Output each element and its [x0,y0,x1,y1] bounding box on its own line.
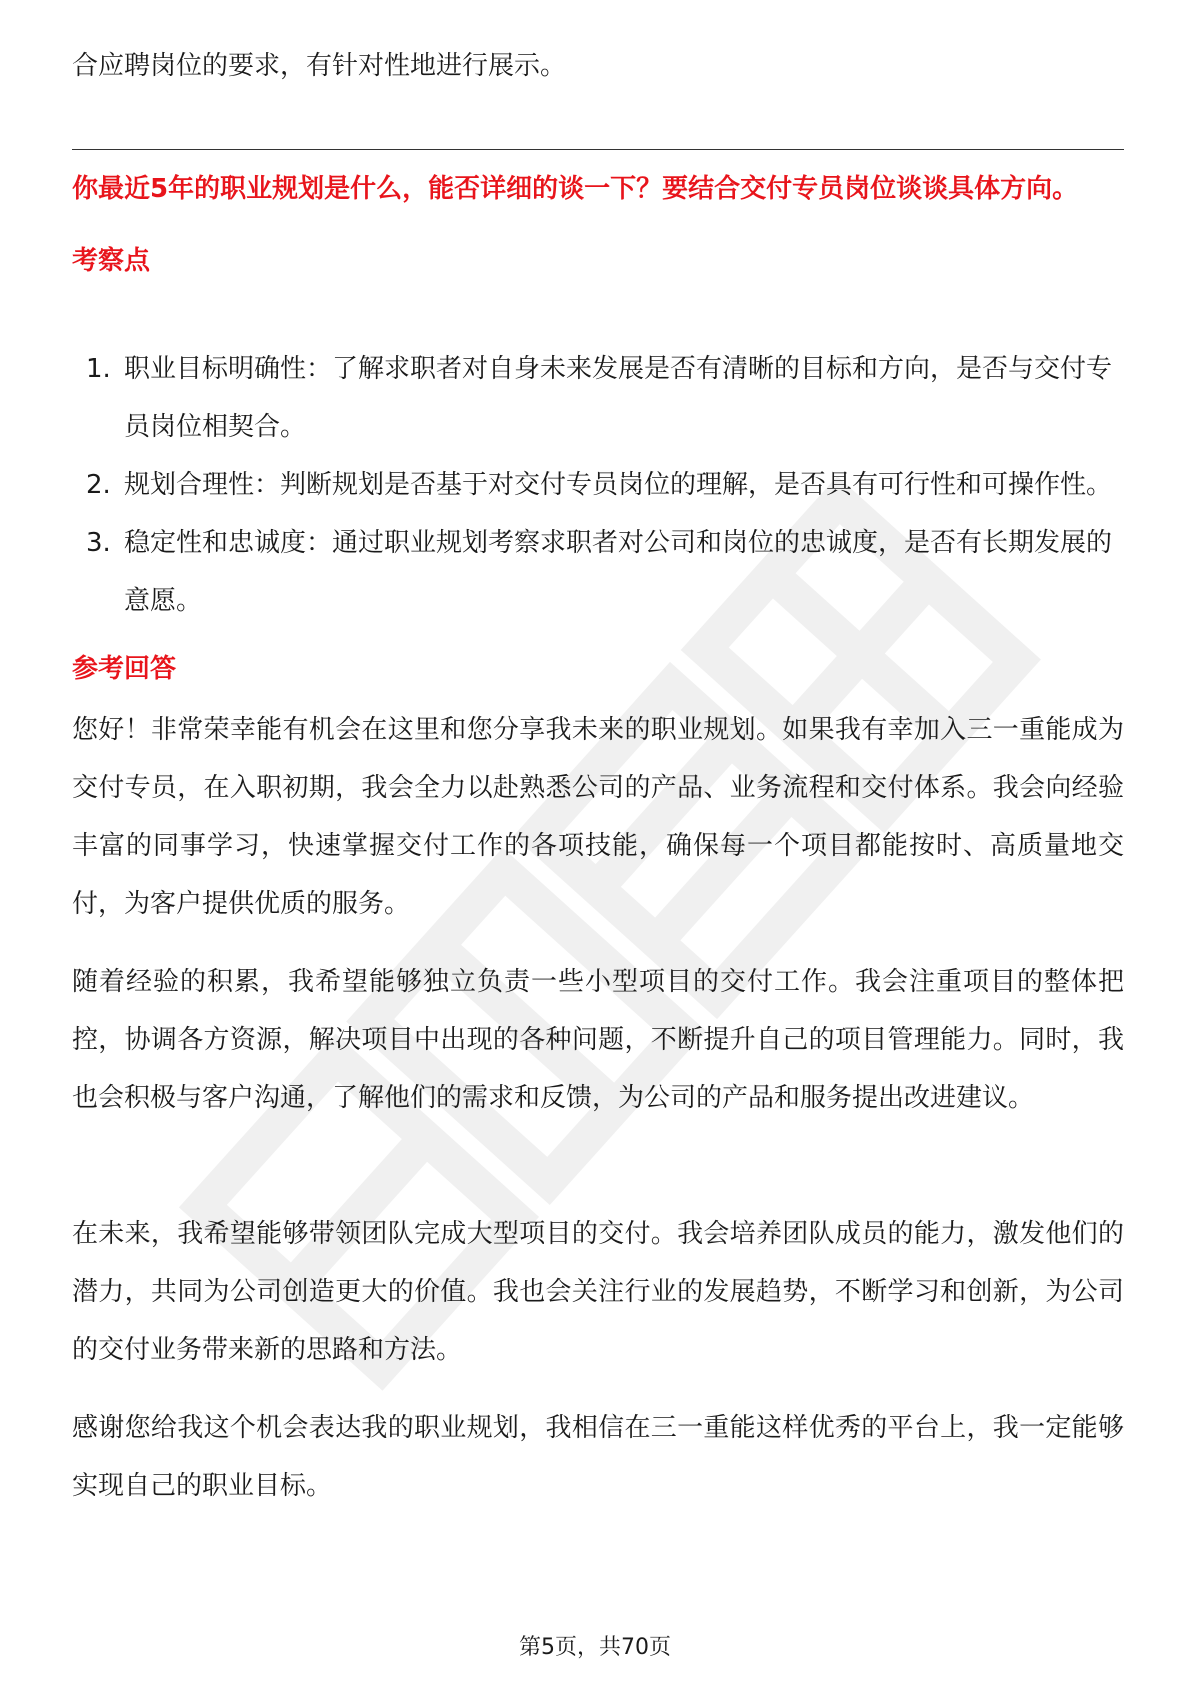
reference-answer-title: 参考回答 [72,654,177,684]
answer-paragraph: 您好！非常荣幸能有机会在这里和您分享我未来的职业规划。如果我有幸加入三一重能成为交付专员，在入职初期，我会全力以赴熟悉公司的产品、业务流程和交付体系。我会向经验丰富的同事学习，快速掌握交付工作的各项技能，确保每一个项目都能按时、高质量地交付，为客户提供优质的服务。 [72,715,1124,919]
list-item [72,514,1124,630]
continued-text-line: 合应聘岗位的要求，有针对性地进行展示。 [72,51,567,81]
assessment-list [72,340,1124,630]
list-item [72,340,1124,456]
answer-paragraph: 感谢您给我这个机会表达我的职业规划，我相信在三一重能这样优秀的平台上，我一定能够实现自己的职业目标。 [72,1413,1124,1501]
list-item [72,456,1124,514]
assessment-title: 考察点 [72,246,151,276]
list-number: 2. [86,470,111,500]
list-item-text: 稳定性和忠诚度：通过职业规划考察求职者对公司和岗位的忠诚度，是否有长期发展的意愿。 [124,528,1113,616]
answer-paragraph: 随着经验的积累，我希望能够独立负责一些小型项目的交付工作。我会注重项目的整体把控，协调各方资源，解决项目中出现的各种问题，不断提升自己的项目管理能力。同时，我也会积极与客户沟通，了解他们的需求和反馈，为公司的产品和服务提出改进建议。 [72,967,1124,1113]
interview-question: 你最近5年的职业规划是什么，能否详细的谈一下？要结合交付专员岗位谈谈具体方向。 [72,174,1079,204]
list-number: 1. [86,354,111,384]
list-item-text: 规划合理性：判断规划是否基于对交付专员岗位的理解，是否具有可行性和可操作性。 [124,470,1113,500]
page-number-footer: 第5页，共70页 [519,1635,671,1660]
list-number: 3. [86,528,111,558]
list-item-text: 职业目标明确性：了解求职者对自身未来发展是否有清晰的目标和方向，是否与交付专员岗位相契合。 [124,354,1113,442]
section-divider [72,149,1124,150]
answer-paragraph: 在未来，我希望能够带领团队完成大型项目的交付。我会培养团队成员的能力，激发他们的潜力，共同为公司创造更大的价值。我也会关注行业的发展趋势，不断学习和创新，为公司的交付业务带来新的思路和方法。 [72,1219,1124,1365]
